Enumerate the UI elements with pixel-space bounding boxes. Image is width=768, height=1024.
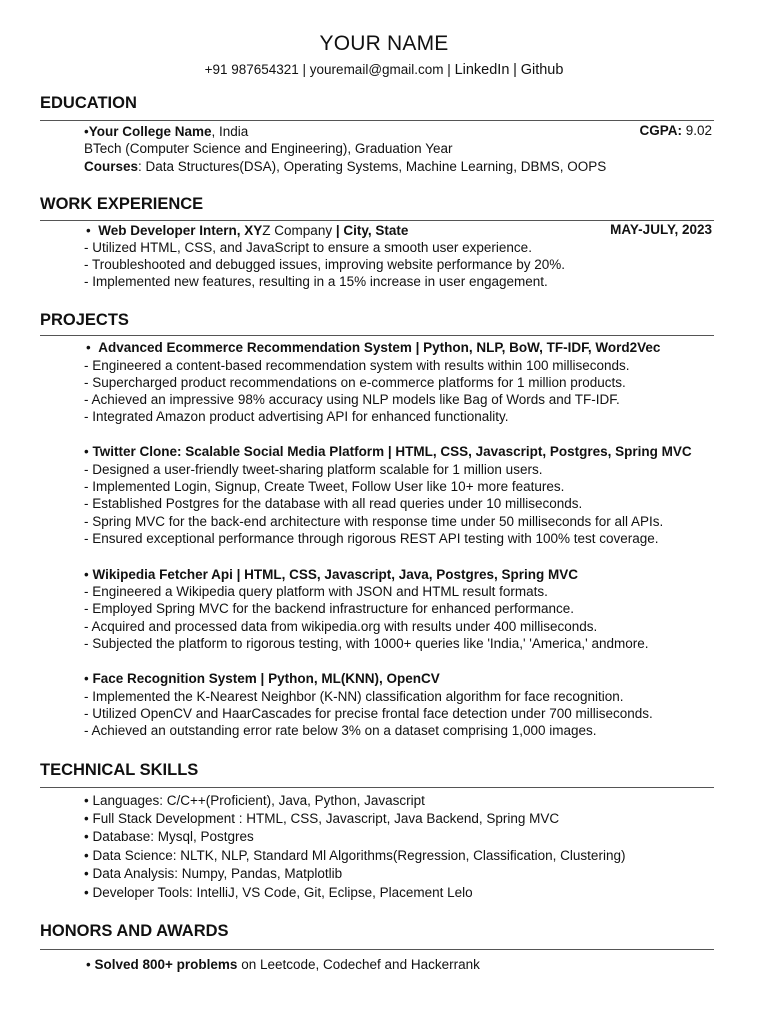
project-point: - Engineered a content-based recommendation system with results within 100 milliseconds.: [84, 358, 630, 373]
bullet: •: [84, 124, 89, 139]
section-divider: [40, 335, 714, 336]
project-point: - Spring MVC for the back-end architecture with response time under 50 milliseconds for all APIs.: [84, 514, 664, 529]
job-role: Web Developer Intern, XY: [98, 223, 263, 238]
project-point: - Implemented the K-Nearest Neighbor (K-NN) classification algorithm for face recognition.: [84, 689, 624, 704]
project-title-text: Twitter Clone: Scalable Social Media Platform | HTML, CSS, Javascript, Postgres, Spring MVC: [92, 444, 692, 459]
project-title: [86, 339, 660, 356]
project-point: - Subjected the platform to rigorous testing, with 1000+ queries like 'India,' 'America,' andmore.: [84, 636, 649, 651]
bullet: •: [84, 567, 89, 582]
project-title: [84, 566, 578, 583]
link-separator: |: [513, 62, 517, 78]
project-point: - Supercharged product recommendations on e-commerce platforms for 1 million products.: [84, 375, 626, 390]
section-divider: [40, 120, 714, 121]
honor-item: [86, 956, 480, 973]
cgpa-value: 9.02: [685, 123, 712, 138]
section-divider: [40, 220, 714, 221]
college-name: Your College Name: [88, 124, 212, 139]
work-point: - Implemented new features, resulting in a 15% increase in user engagement.: [84, 274, 548, 289]
cgpa: [639, 123, 712, 138]
bullet: •: [84, 671, 89, 686]
project-point: - Engineered a Wikipedia query platform with JSON and HTML result formats.: [84, 584, 548, 599]
bullet: •: [86, 340, 91, 355]
project-title-text: Advanced Ecommerce Recommendation System | Python, NLP, BoW, TF-IDF, Word2Vec: [98, 340, 661, 355]
project-title: [84, 670, 440, 687]
project-point: - Achieved an impressive 98% accuracy using NLP models like Bag of Words and TF-IDF.: [84, 392, 620, 407]
skill-item: • Database: Mysql, Postgres: [84, 829, 254, 844]
work-point: - Troubleshooted and debugged issues, improving website performance by 20%.: [84, 257, 566, 272]
degree: BTech (Computer Science and Engineering), Graduation Year: [84, 141, 453, 156]
section-heading-projects: PROJECTS: [40, 311, 129, 329]
project-title: [84, 443, 692, 460]
college-location: , India: [211, 124, 249, 139]
bullet: •: [84, 444, 89, 459]
section-divider: [40, 787, 714, 788]
company-name: Z Company: [262, 223, 333, 238]
section-divider: [40, 949, 714, 950]
contact-line: [0, 62, 768, 78]
skill-item: • Data Science: NLTK, NLP, Standard Ml Algorithms(Regression, Classification, Clustering): [84, 848, 626, 863]
skill-item: • Data Analysis: Numpy, Pandas, Matplotlib: [84, 866, 343, 881]
honor-text: on Leetcode, Codechef and Hackerrank: [237, 957, 480, 972]
work-point: - Utilized HTML, CSS, and JavaScript to ensure a smooth user experience.: [84, 240, 532, 255]
courses-label: Courses: [84, 159, 139, 174]
bullet: •: [86, 223, 91, 238]
cgpa-label: CGPA:: [639, 123, 682, 138]
section-heading-honors: HONORS AND AWARDS: [40, 922, 229, 940]
project-title-text: Face Recognition System | Python, ML(KNN), OpenCV: [92, 671, 440, 686]
project-point: - Employed Spring MVC for the backend infrastructure for enhanced performance.: [84, 601, 574, 616]
contact-info: +91 987654321 | youremail@gmail.com |: [204, 62, 451, 77]
education-entry: [84, 123, 248, 140]
project-point: - Integrated Amazon product advertising API for enhanced functionality.: [84, 409, 509, 424]
project-point: - Ensured exceptional performance through rigorous REST API testing with 100% test coverage.: [84, 531, 659, 546]
project-point: - Implemented Login, Signup, Create Tweet, Follow User like 10+ more features.: [84, 479, 565, 494]
skill-item: • Languages: C/C++(Proficient), Java, Python, Javascript: [84, 793, 425, 808]
bullet: •: [86, 957, 91, 972]
job-location: | City, State: [332, 223, 409, 238]
linkedin-link[interactable]: LinkedIn: [454, 62, 510, 78]
project-title-text: Wikipedia Fetcher Api | HTML, CSS, Javascript, Java, Postgres, Spring MVC: [92, 567, 579, 582]
job-dates: MAY-JULY, 2023: [610, 222, 712, 237]
section-heading-work: WORK EXPERIENCE: [40, 195, 204, 213]
project-point: - Achieved an outstanding error rate below 3% on a dataset comprising 1,000 images.: [84, 723, 597, 738]
project-point: - Utilized OpenCV and HaarCascades for precise frontal face detection under 700 milliseconds.: [84, 706, 653, 721]
skill-item: • Full Stack Development : HTML, CSS, Javascript, Java Backend, Spring MVC: [84, 811, 560, 826]
github-link[interactable]: Github: [520, 62, 564, 78]
project-point: - Designed a user-friendly tweet-sharing platform scalable for 1 million users.: [84, 462, 543, 477]
section-heading-education: EDUCATION: [40, 94, 137, 112]
skill-item: • Developer Tools: IntelliJ, VS Code, Git, Eclipse, Placement Lelo: [84, 885, 473, 900]
section-heading-skills: TECHNICAL SKILLS: [40, 761, 199, 779]
honor-bold: Solved 800+ problems: [94, 957, 238, 972]
work-entry: [86, 222, 408, 239]
resume-name: YOUR NAME: [319, 32, 449, 55]
courses-list: : Data Structures(DSA), Operating Systems, Machine Learning, DBMS, OOPS: [138, 159, 607, 174]
project-point: - Acquired and processed data from wikipedia.org with results under 400 milliseconds.: [84, 619, 598, 634]
project-point: - Established Postgres for the database with all read queries under 10 milliseconds.: [84, 496, 583, 511]
courses: [84, 158, 606, 175]
